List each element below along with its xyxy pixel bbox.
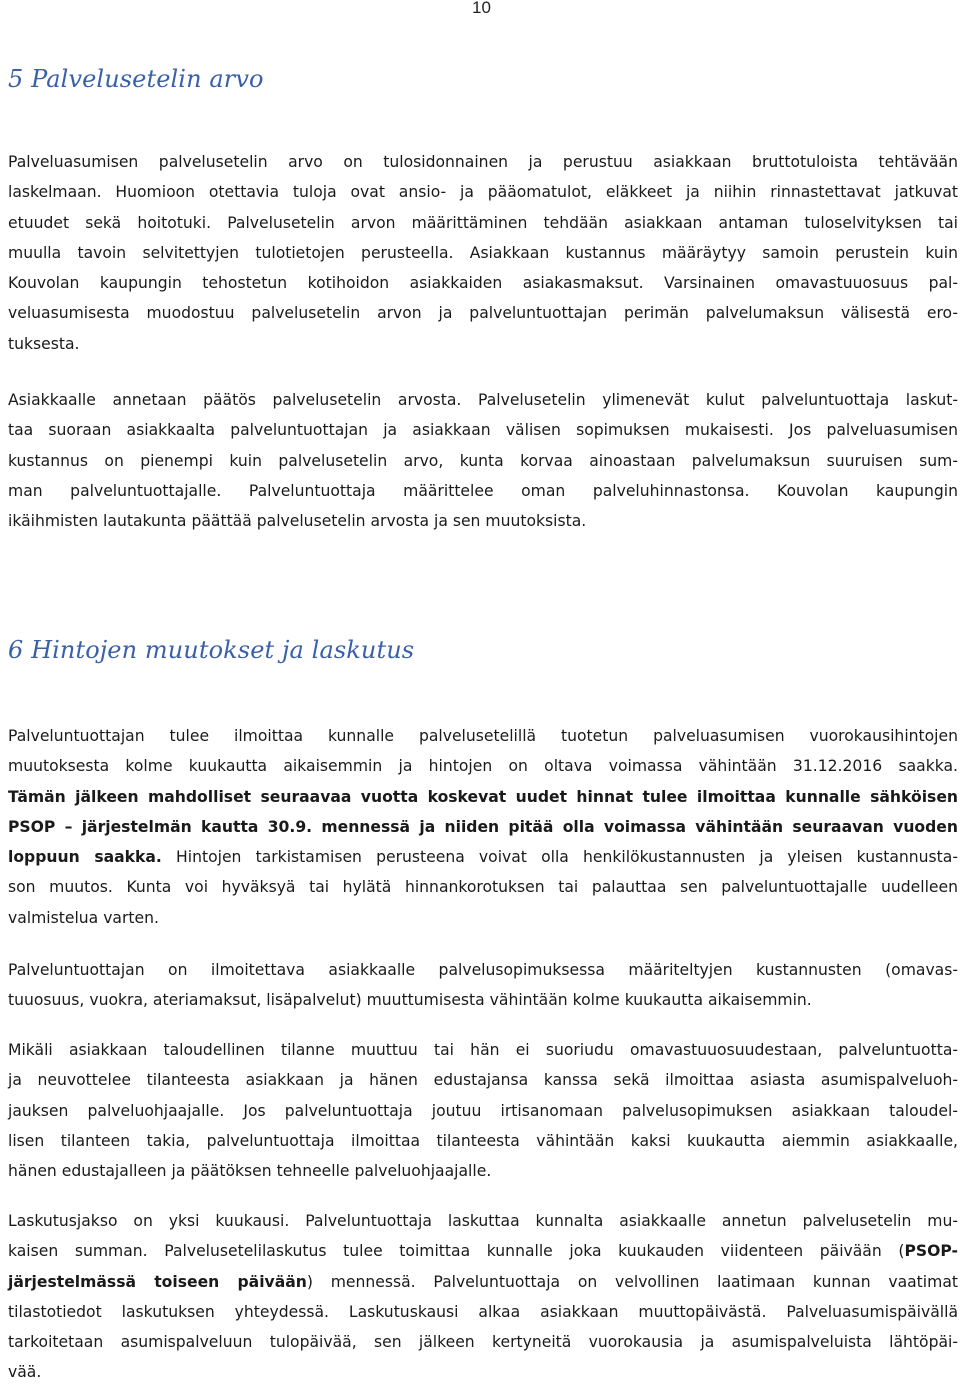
section-5-paragraph-1 <box>8 147 958 359</box>
text-run: tarkoitetaan asumispalveluun tulopäivää, sen jälkeen kertyneitä vuorokausia ja asumispalveluista lähtöpäi- <box>8 1333 958 1352</box>
text-line <box>8 721 958 751</box>
text-line <box>8 446 958 476</box>
text-line <box>8 1065 958 1095</box>
text-line <box>8 415 958 445</box>
section-6-paragraph-1 <box>8 721 958 933</box>
section-6-paragraph-2 <box>8 955 958 1016</box>
text-run: muulla tavoin selvitettyjen tulotietojen perusteella. Asiakkaan kustannus määräytyy samoin perustein kuin <box>8 243 958 262</box>
text-line <box>8 476 958 506</box>
bold-text-run: PSOP – järjestelmän kautta 30.9. mennessä ja niiden pitää olla voimassa vähintään seuraavan vuoden <box>8 817 958 836</box>
section-6-paragraph-4 <box>8 1206 958 1388</box>
text-line <box>8 985 958 1015</box>
text-line <box>8 1327 958 1357</box>
text-line <box>8 506 958 536</box>
text-line <box>8 1236 958 1266</box>
text-run: veluasumisesta muodostuu palvelusetelin arvon ja palveluntuottajan perimän palvelumaksun välisestä ero- <box>8 304 958 323</box>
text-line <box>8 238 958 268</box>
text-run: vää. <box>8 1363 42 1382</box>
text-run: etuudet sekä hoitotuki. Palvelusetelin arvon määrittäminen tehdään asiakkaan antaman tuloselvityksen tai <box>8 213 958 232</box>
text-run: lisen tilanteen takia, palveluntuottaja ilmoittaa tilanteesta vähintään kaksi kuukautta aiemmin asiakkaalle, <box>8 1131 958 1150</box>
text-run: man palveluntuottajalle. Palveluntuottaja määrittelee oman palveluhinnastonsa. Kouvolan kaupungin <box>8 481 958 500</box>
text-run: Hintojen tarkistamisen perusteena voivat olla henkilökustannusten ja yleisen kustannusta- <box>161 848 958 867</box>
text-run: Palveluasumisen palvelusetelin arvo on tulosidonnainen ja perustuu asiakkaan bruttotuloista tehtävään <box>8 153 958 171</box>
bold-text-run: järjestelmässä toiseen päivään <box>8 1272 307 1291</box>
text-run: Palveluntuottajan tulee ilmoittaa kunnalle palvelusetelillä tuotetun palveluasumisen vuorokausihintojen <box>8 727 958 745</box>
text-line <box>8 1035 958 1065</box>
bold-text-run: loppuun saakka. <box>8 848 162 867</box>
text-line <box>8 955 958 985</box>
text-line <box>8 1267 958 1297</box>
text-line <box>8 903 958 933</box>
text-line <box>8 329 958 359</box>
text-run: laskelmaan. Huomioon otettavia tuloja ovat ansio- ja pääomatulot, eläkkeet ja niihin rinnastettavat jatkuvat <box>8 183 958 202</box>
section-5-paragraph-2 <box>8 385 958 536</box>
text-line <box>8 147 958 177</box>
text-run: son muutos. Kunta voi hyväksyä tai hylätä hinnankorotuksen tai palauttaa sen palveluntuottajalle uudelleen <box>8 878 958 897</box>
text-line <box>8 208 958 238</box>
text-run: ikäihmisten lautakunta päättää palvelusetelin arvosta ja sen muutoksista. <box>8 512 587 531</box>
section-heading-6: 6 Hintojen muutokset ja laskutus <box>8 636 415 664</box>
text-run: taa suoraan asiakkaalta palveluntuottajan ja asiakkaan välisen sopimuksen mukaisesti. Jos palveluasumisen <box>8 421 958 440</box>
text-run: Laskutusjakso on yksi kuukausi. Palveluntuottaja laskuttaa kunnalta asiakkaalle annetun palvelusetelin mu- <box>8 1212 958 1230</box>
section-6-paragraph-3 <box>8 1035 958 1186</box>
bold-text-run: Tämän jälkeen mahdolliset seuraavaa vuotta koskevat uudet hinnat tulee ilmoittaa kunnalle sähköisen <box>8 787 958 806</box>
text-line <box>8 298 958 328</box>
text-line <box>8 812 958 842</box>
text-line <box>8 385 958 415</box>
text-line <box>8 782 958 812</box>
text-run: Palveluntuottajan on ilmoitettava asiakkaalle palvelusopimuksessa määriteltyjen kustannusten (omavas- <box>8 961 958 979</box>
text-run: muutoksesta kolme kuukautta aikaisemmin ja hintojen on oltava voimassa vähintään 31.12.2016 saakka. <box>8 757 958 776</box>
text-line <box>8 1096 958 1126</box>
text-run: ) mennessä. Palveluntuottaja on velvollinen laatimaan kunnan vaatimat <box>306 1272 958 1291</box>
text-run: tuksesta. <box>8 334 80 353</box>
text-line <box>8 1206 958 1236</box>
text-line <box>8 268 958 298</box>
text-run: hänen edustajalleen ja päätöksen tehneelle palveluohjaajalle. <box>8 1162 492 1181</box>
page-number: 10 <box>472 0 491 17</box>
text-line <box>8 1297 958 1327</box>
text-run: kustannus on pienempi kuin palvelusetelin arvo, kunta korvaa ainoastaan palvelumaksun suuruisen sum- <box>8 451 958 470</box>
text-line <box>8 751 958 781</box>
text-run: Kouvolan kaupungin tehostetun kotihoidon asiakkaiden asiakasmaksut. Varsinainen omavastuuosuus pal- <box>8 274 958 293</box>
text-run: tilastotiedot laskutuksen yhteydessä. Laskutuskausi alkaa asiakkaan muuttopäivästä. Palveluasumispäivällä <box>8 1302 958 1321</box>
text-line <box>8 177 958 207</box>
text-run: kaisen summan. Palvelusetelilaskutus tulee toimittaa kunnalle joka kuukauden viidenteen päivään ( <box>8 1242 905 1261</box>
bold-text-run: PSOP- <box>904 1242 958 1261</box>
section-heading-5: 5 Palvelusetelin arvo <box>8 65 264 93</box>
text-line <box>8 1126 958 1156</box>
text-run: ja neuvottelee tilanteesta asiakkaan ja hänen edustajansa kanssa sekä ilmoittaa asiasta asumispalveluoh- <box>8 1071 958 1090</box>
text-line <box>8 842 958 872</box>
text-line <box>8 1156 958 1186</box>
text-line <box>8 1357 958 1387</box>
text-line <box>8 872 958 902</box>
text-run: Mikäli asiakkaan taloudellinen tilanne muuttuu tai hän ei suoriudu omavastuuosuudestaan, palveluntuotta- <box>8 1041 958 1059</box>
text-run: Asiakkaalle annetaan päätös palvelusetelin arvosta. Palvelusetelin ylimenevät kulut palveluntuottaja laskut- <box>8 391 958 409</box>
text-run: jauksen palveluohjaajalle. Jos palveluntuottaja joutuu irtisanomaan palvelusopimuksen asiakkaan taloudel- <box>8 1101 958 1120</box>
text-run: valmistelua varten. <box>8 908 159 927</box>
text-run: tuuosuus, vuokra, ateriamaksut, lisäpalvelut) muuttumisesta vähintään kolme kuukautta aikaisemmin. <box>8 991 812 1010</box>
